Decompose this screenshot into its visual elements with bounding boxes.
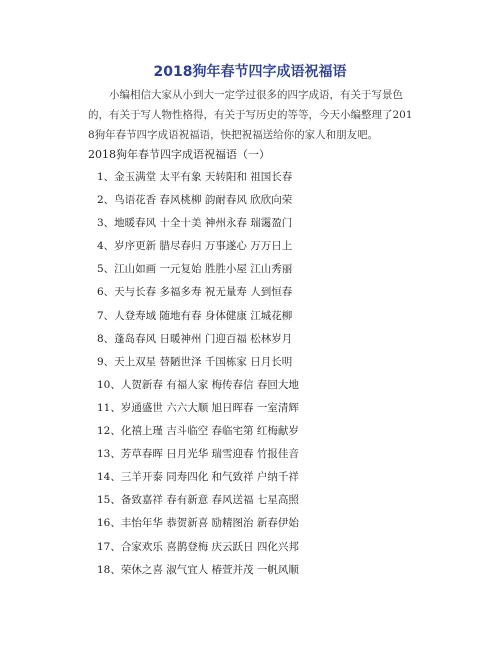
list-item: 2、鸟语花香 春风桃柳 韵耐春风 欣欣向荣 bbox=[97, 194, 293, 207]
list-item: 9、天上双星 替陋世泽 千国栋家 日月长明 bbox=[97, 355, 293, 368]
list-item: 3、地暖春风 十全十美 神州永春 瑞霭盈门 bbox=[97, 217, 293, 230]
list-item: 18、荣休之喜 淑气宜人 椿萱并茂 一帆风顺 bbox=[97, 563, 299, 576]
list-item: 10、人贺新春 有福人家 梅传春信 春回大地 bbox=[97, 378, 299, 391]
section-heading: 2018狗年春节四字成语祝福语（一） bbox=[88, 148, 270, 161]
list-item: 12、化禧上瑾 吉斗临空 春临宅第 红梅献岁 bbox=[97, 425, 299, 438]
list-item: 16、丰怡年华 恭贺新喜 励精图治 新春伊始 bbox=[97, 517, 299, 530]
list-item: 6、天与长春 多福多寿 祝无量寿 人到恒春 bbox=[97, 286, 293, 299]
list-item: 13、芳草春晖 日月光华 瑞雪迎春 竹报佳音 bbox=[97, 448, 299, 461]
list-item: 1、金玉满堂 太平有象 天转阳和 祖国长春 bbox=[97, 171, 293, 183]
list-item: 8、蓬岛春风 日暖神州 门迎百福 松林岁月 bbox=[97, 332, 293, 345]
blessing-list bbox=[97, 169, 299, 585]
list-item: 17、合家欢乐 喜鹊登梅 庆云跃日 四化兴邦 bbox=[97, 540, 299, 553]
list-item: 7、人登寿域 随地有春 身体健康 江城花柳 bbox=[97, 309, 293, 322]
list-item: 15、备致嘉祥 春有新意 春风送福 七星高照 bbox=[97, 494, 299, 507]
intro-paragraph: 小编相信大家从小到大一定学过很多的四字成语，有关于写景色的，有关于写人物性格得，有关于写历史的等等，今天小编整理了2018狗年春节四字成语祝福语，快把祝福送给你的家人和朋友吧。 bbox=[88, 89, 413, 141]
list-item: 4、岁序更新 腊尽春归 万事遂心 万万日上 bbox=[97, 240, 293, 253]
list-item: 14、三羊开泰 同寿四化 和气致祥 户纳千祥 bbox=[97, 471, 299, 484]
list-item: 11、岁通盛世 六六大顺 旭日晖春 一室清辉 bbox=[97, 401, 299, 414]
document-title: 2018狗年春节四字成语祝福语 bbox=[153, 64, 347, 80]
list-item: 5、江山如画 一元复始 胜胜小屋 江山秀丽 bbox=[97, 263, 293, 276]
